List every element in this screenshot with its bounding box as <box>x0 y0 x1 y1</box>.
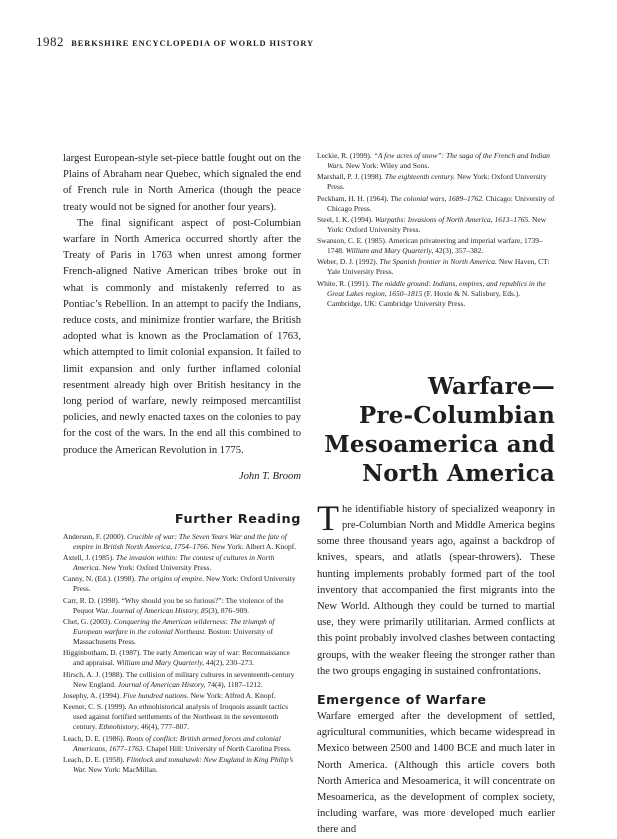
reference-title: Five hundred nations. <box>122 690 189 700</box>
reference-entry <box>317 215 555 235</box>
article-title-line: Mesoamerica and <box>324 430 555 458</box>
running-header <box>36 34 314 50</box>
article-title-line: Pre-Columbian <box>358 401 555 429</box>
reference-entry <box>317 151 555 171</box>
reference-list <box>317 151 555 309</box>
reference-entry <box>317 257 555 277</box>
reference-entry <box>63 670 301 690</box>
left-column <box>63 151 301 776</box>
reference-title: Journal of American History, <box>117 679 206 689</box>
reference-text: Marshall, P. J. (1998). <box>317 172 385 182</box>
reference-text: Boston: University of Massachusetts Press. <box>73 627 274 647</box>
reference-entry <box>63 691 301 701</box>
reference-text: Weber, D. J. (1992). <box>317 257 380 267</box>
reference-text: Keener, C. S. (1999). An ethnohistorical analysis of Iroquois assault tactics used against fortified settlements of the Northeast in the seventeenth century. <box>63 702 289 732</box>
further-reading-heading: Further Reading <box>174 511 301 527</box>
reference-title: Journal of American History, 85 <box>111 605 209 615</box>
reference-text: Swanson, C. E. (1985). American privateering and imperial warfare, 1739–1748. <box>317 236 543 256</box>
reference-text: Higginbotham, D. (1987). The early American way of war: Reconnaissance and appraisal. <box>63 648 290 668</box>
running-title: BERKSHIRE ENCYCLOPEDIA OF WORLD HISTORY <box>71 39 314 48</box>
reference-text: New York: Oxford University Press. <box>100 563 212 573</box>
reference-text: Hirsch, A. J. (1988). The collision of military cultures in seventeenth-century New England. <box>63 669 295 689</box>
article-title <box>317 372 555 488</box>
reference-text: Peckham, H. H. (1964). <box>317 193 391 203</box>
article-title-line: Warfare— <box>428 372 555 400</box>
reference-title: The origins of empire. <box>137 574 205 584</box>
reference-entry <box>317 279 555 309</box>
reference-text: Josephy, A. (1994). <box>63 690 123 700</box>
reference-entry <box>63 617 301 647</box>
reference-entry <box>63 734 301 754</box>
reference-title: Roots of conflict: British armed forces and colonial Americans, 1677–1763. <box>73 733 281 753</box>
reference-entry <box>63 553 301 573</box>
reference-text: (3), 876–909. <box>208 605 249 615</box>
reference-entry <box>63 532 301 552</box>
reference-text: Leach, D. E. (1958). <box>63 754 127 764</box>
page-number: 1982 <box>36 34 64 49</box>
reference-text: New York: Oxford University Press. <box>73 574 296 594</box>
intro-paragraph <box>317 497 555 680</box>
reference-entry <box>317 194 555 214</box>
paragraph: Warfare emerged after the development of settled, agricultural communities, which became widespread in Mexico between 2500 and 1400 BCE and much later in North America. (Although this article covers both North America and Mesoamerica, it will concentrate on Mesoamerica, as the development of complex society, including warfare, was more developed much earlier there and <box>317 711 555 836</box>
reference-text: New York: Wiley and Sons. <box>344 161 430 170</box>
reference-text: Steel, I. K. (1994). <box>317 214 375 224</box>
reference-text: Axtell, J. (1985). <box>63 553 116 563</box>
author-byline: John T. Broom <box>238 470 301 482</box>
reference-text: New Haven, CT: Yale University Press. <box>327 257 550 277</box>
reference-text: New York: Oxford University Press. <box>327 172 547 192</box>
reference-title: Conquering the American wilderness: The triumph of European warfare in the colonial Northeast. <box>73 617 275 637</box>
reference-text: New York: Oxford University Press. <box>327 214 547 234</box>
reference-text: New York: MacMillan. <box>86 764 158 774</box>
right-column <box>317 151 555 839</box>
reference-text: 42(3), 357–382. <box>433 246 484 256</box>
reference-entry <box>317 172 555 192</box>
reference-text: Anderson, F. (2000). <box>63 531 127 541</box>
reference-text: Chet, G. (2003). <box>63 617 114 627</box>
reference-text: (F. Hoxie & N. Salisbury, Eds.). Cambridge, UK: Cambridge University Press. <box>327 288 521 308</box>
drop-cap: T <box>317 497 339 538</box>
reference-title: William and Mary Quarterly, <box>345 246 434 256</box>
reference-text: Carr, R. D. (1998). “Why should you be so furious?”: The violence of the Pequot War. <box>63 595 284 615</box>
reference-title: The middle ground: Indians, empires, and republics in the Great Lakes region, 1650–1815 <box>327 278 546 298</box>
reference-title: The Spanish frontier in North America. <box>379 257 497 267</box>
reference-title: The colonial wars, 1689–1762. <box>390 193 484 203</box>
reference-text: 74(4), 1187–1212. <box>205 679 263 689</box>
paragraph: The final significant aspect of post-Columbian warfare in North America occurred shortly after the Treaty of Paris in 1763 when unrest among former French-aligned Native American tribes broke out in what is commonly and mistakenly referred to as Pontiac’s Rebellion. In an attempt to pacify the Indians, reduce costs, and minimize frontier warfare, the British adopted what is known as the Proclamation of 1763, which attempted to limit colonial expansion. It failed to limit expansion and only further inflamed colonial resentment already high over British hesitancy in the long period of warfare, newly reimposed mercantilist policies, and newly enacted taxes on the colonies to pay for the cost of the wars. In the end all this combined to produce the American Revolution in 1775. <box>63 217 301 456</box>
reference-text: Canny, N. (Ed.). (1998). <box>63 574 138 584</box>
reference-text: 44(2), 230–273. <box>204 658 255 668</box>
reference-entry <box>63 648 301 668</box>
article-title-line: North America <box>361 459 555 487</box>
reference-title: The eighteenth century. <box>384 172 456 182</box>
reference-title: “A few acres of snow”: The saga of the French and Indian Wars. <box>327 151 550 170</box>
reference-title: Flintlock and tomahawk: New England in King Philip’s War. <box>73 754 294 774</box>
reference-text: Chicago: University of Chicago Press. <box>327 193 555 213</box>
reference-title: Ethnohistory, <box>98 722 139 732</box>
reference-text: Leckie, R. (1999). <box>317 151 374 160</box>
reference-entry <box>63 596 301 616</box>
reference-entry <box>63 755 301 775</box>
reference-text: New York: Albert A. Knopf. <box>209 541 297 551</box>
reference-list <box>63 532 301 775</box>
reference-title: The invasion within: The contest of cultures in North America. <box>73 553 275 573</box>
reference-text: White, R. (1991). <box>317 278 372 288</box>
reference-entry <box>317 236 555 256</box>
reference-text: Leach, D. E. (1986). <box>63 733 127 743</box>
reference-title: William and Mary Quarterly, <box>116 658 205 668</box>
reference-entry <box>63 702 301 732</box>
reference-title: Warpaths: Invasions of North America, 1613–1765. <box>374 214 531 224</box>
reference-title: Crucible of war: The Seven Years War and the fate of empire in British North America, 1754–1766. <box>73 531 287 551</box>
reference-text: 46(4), 777–807. <box>138 722 189 732</box>
section-heading: Emergence of Warfare <box>317 692 487 708</box>
intro-text: he identifiable history of specialized weaponry in pre-Columbian North and Middle America begins some three thousand years ago, against a backdrop of knives, spears, and atlatls (spear-throwers). These hunting implements probably formed part of the tool inventory that accompanied the first migrants into the New World. Although they could be turned to martial use, they were primarily utilitarian. Armed conflicts at this point probably involved clashes between contacting groups, with the weaker fleeing the stronger rather than the two groups engaging in sustained confrontations. <box>317 503 555 677</box>
reference-entry <box>63 574 301 594</box>
paragraph: largest European-style set-piece battle fought out on the Plains of Abraham near Quebec, which signaled the end of French rule in North America (though the peace treaty would not be signed for another four years). <box>63 153 301 213</box>
reference-text: Chapel Hill: University of North Carolina Press. <box>144 743 292 753</box>
reference-text: New York: Alfred A. Knopf. <box>188 690 276 700</box>
